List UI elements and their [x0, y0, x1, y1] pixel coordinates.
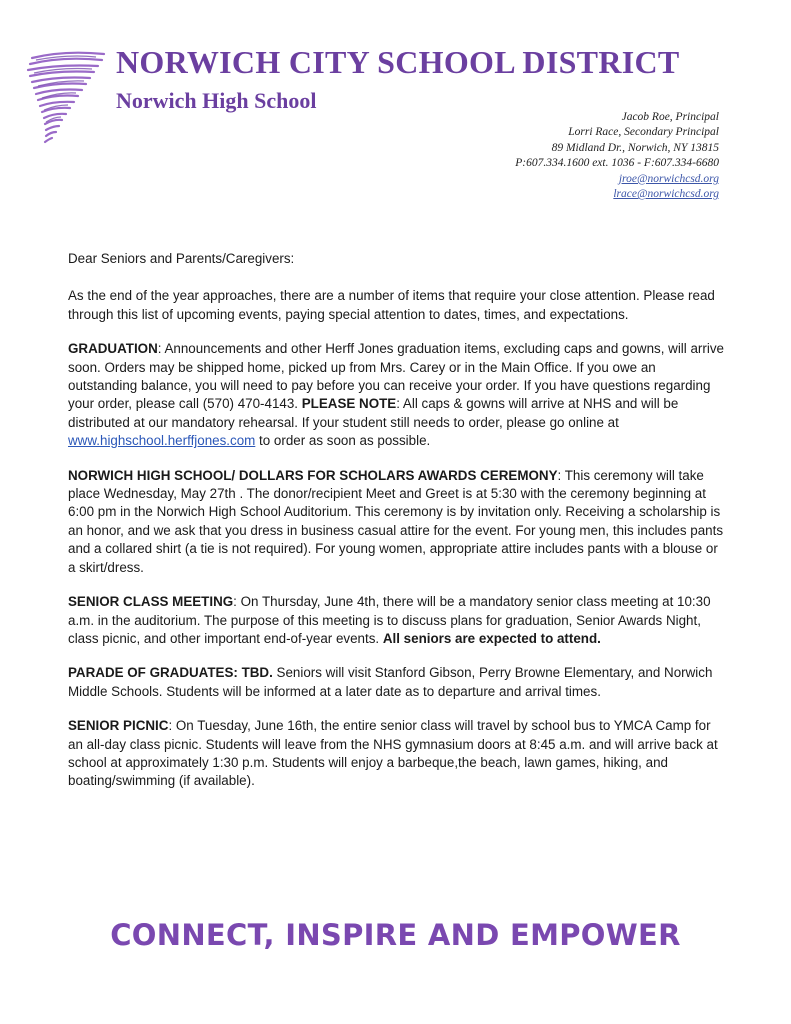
please-note-label: PLEASE NOTE	[301, 396, 397, 412]
contact-block	[515, 110, 719, 202]
graduation-section	[68, 340, 728, 450]
parade-section	[68, 664, 728, 701]
address-line: 89 Midland Dr., Norwich, NY 13815	[551, 141, 719, 154]
awards-ceremony-heading: NORWICH HIGH SCHOOL/ DOLLARS FOR SCHOLARS AWARDS CEREMONY	[68, 467, 558, 483]
phone-line: P:607.334.1600 ext. 1036 - F:607.334-6680	[515, 157, 719, 170]
senior-picnic-section	[68, 717, 728, 791]
parade-text: Seniors will visit Stanford Gibson, Perry Browne Elementary, and Norwich Middle Schools. Students will be informed at a later date as to departure and arrival times.	[68, 665, 713, 699]
senior-picnic-heading: SENIOR PICNIC	[68, 718, 169, 734]
principal-email-link[interactable]: jroe@norwichcsd.org	[618, 172, 719, 185]
graduation-heading: GRADUATION	[68, 341, 158, 357]
senior-class-meeting-text: : On Thursday, June 4th, there will be a mandatory senior class meeting at 10:30 a.m. in the auditorium. The purpose of this meeting is to discuss plans for graduation, Senior Awards Night, class picnic, and other important end-of-year events.	[68, 594, 711, 646]
secondary-principal-line: Lorri Race, Secondary Principal	[568, 126, 719, 139]
district-name: NORWICH CITY SCHOOL DISTRICT	[116, 44, 680, 80]
graduation-text: : Announcements and other Herff Jones graduation items, excluding caps and gowns, will arrive soon. Orders may be shipped home, picked up from Mrs. Carey or in the Main Office. If you owe an outstanding balance, you will need to pay before you can receive your order. If you have questions regarding your order, please call (570) 470-4143.	[68, 341, 724, 412]
tagline: CONNECT, INSPIRE AND EMPOWER	[110, 918, 681, 952]
awards-ceremony-text: : This ceremony will take place Wednesday, May 27th . The donor/recipient Meet and Greet is at 5:30 with the ceremony beginning at 6:00 pm in the Norwich High School Auditorium. This ceremony is by invitation only. Receiving a scholarship is an honor, and we ask that you dress in business casual attire for the event. For young men, this includes pants and a collared shirt (a tie is not required). For young women, appropriate attire includes pants with a blouse or a skirt/dress.	[68, 467, 724, 575]
senior-picnic-text: : On Tuesday, June 16th, the entire senior class will travel by school bus to YMCA Camp for an all-day class picnic. Students will leave from the NHS gymnasium doors at 8:45 a.m. and will arrive back at school at approximately 1:30 p.m. Students will enjoy a barbeque,the beach, lawn games, hiking, and boating/swimming (if available).	[68, 718, 718, 789]
intro-paragraph: As the end of the year approaches, there are a number of items that require your close attention. Please read through this list of upcoming events, paying special attention to dates, times, and expectations.	[68, 288, 715, 322]
principal-line: Jacob Roe, Principal	[621, 111, 719, 123]
graduation-note-text: : All caps & gowns will arrive at NHS and will be distributed at our mandatory rehearsal. If your student still needs to order, please go online at	[68, 396, 679, 430]
letter-body	[68, 250, 728, 807]
attendance-emphasis: All seniors are expected to attend.	[382, 630, 601, 646]
senior-class-meeting-section	[68, 593, 728, 648]
awards-ceremony-section	[68, 467, 728, 577]
secondary-principal-email-link[interactable]: lrace@norwichcsd.org	[613, 188, 719, 201]
herff-jones-link[interactable]: www.highschool.herffjones.com	[68, 433, 256, 449]
district-swirl-logo	[24, 48, 108, 152]
school-name: Norwich High School	[116, 88, 317, 113]
graduation-closing-text: to order as soon as possible.	[255, 433, 431, 449]
salutation: Dear Seniors and Parents/Caregivers:	[68, 251, 295, 266]
parade-tbd: : TBD.	[233, 665, 273, 681]
parade-heading: PARADE OF GRADUATES	[68, 665, 234, 681]
senior-class-meeting-heading: SENIOR CLASS MEETING	[68, 594, 234, 610]
